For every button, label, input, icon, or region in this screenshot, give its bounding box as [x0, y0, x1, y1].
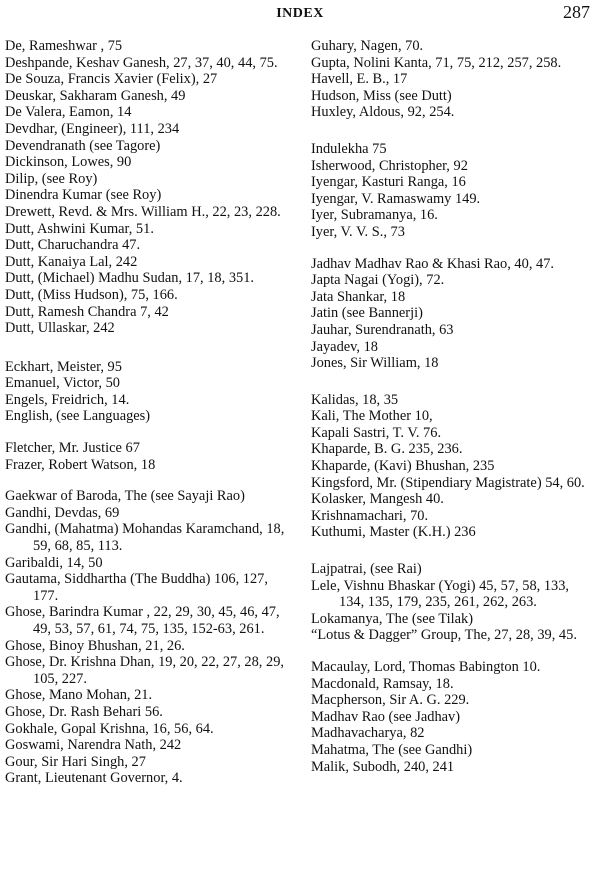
index-entry: Iyer, Subramanya, 16.: [311, 207, 438, 224]
index-entry: Isherwood, Christopher, 92: [311, 157, 468, 174]
index-column-right: [311, 38, 595, 775]
index-entry: Gautama, Siddhartha (The Buddha) 106, 127, 177.: [5, 571, 268, 604]
index-entry: Ghose, Dr. Rash Behari 56.: [5, 703, 163, 720]
index-entry: Khaparde, B. G. 235, 236.: [311, 441, 463, 458]
index-entry: Frazer, Robert Watson, 18: [5, 456, 156, 473]
index-entry: Deuskar, Sakharam Ganesh, 49: [5, 87, 186, 104]
running-header: INDEX: [276, 6, 324, 21]
index-entry: Ghose, Dr. Krishna Dhan, 19, 20, 22, 27, 28, 29, 105, 227.: [5, 654, 284, 687]
index-entry: Dutt, (Michael) Madhu Sudan, 17, 18, 351.: [5, 270, 255, 287]
index-entry: Gandhi, (Mahatma) Mohandas Karamchand, 18, 59, 68, 85, 113.: [5, 521, 285, 555]
index-entry: Devdhar, (Engineer), 111, 234: [5, 120, 180, 137]
index-column-left: [5, 38, 293, 787]
index-entry: Japta Nagai (Yogi), 72.: [311, 272, 445, 289]
index-entry: Dilip, (see Roy): [5, 170, 98, 187]
index-entry: De Souza, Francis Xavier (Felix), 27: [5, 71, 218, 88]
index-entry: Kingsford, Mr. (Stipendiary Magistrate) 54, 60.: [311, 474, 585, 491]
index-entry: Lajpatrai, (see Rai): [311, 561, 422, 578]
index-entry: Malik, Subodh, 240, 241: [311, 758, 455, 775]
index-entry: Jadhav Madhav Rao & Khasi Rao, 40, 47.: [311, 255, 555, 272]
index-entry: Jatin (see Bannerji): [311, 305, 423, 322]
index-entry: Lokamanya, The (see Tilak): [311, 610, 473, 627]
index-entry: Gandhi, Devdas, 69: [5, 504, 120, 521]
index-entry: Gour, Sir Hari Singh, 27: [5, 753, 146, 770]
index-entry: Macaulay, Lord, Thomas Babington 10.: [311, 659, 541, 675]
index-entry: Kapali Sastri, T. V. 76.: [311, 424, 442, 441]
index-entry: Eckhart, Meister, 95: [5, 358, 122, 375]
index-entry: Lele, Vishnu Bhaskar (Yogi) 45, 57, 58, 133, 134, 135, 179, 235, 261, 262, 263.: [311, 577, 570, 611]
index-entry: Iyengar, Kasturi Ranga, 16: [311, 174, 466, 191]
index-entry: Macdonald, Ramsay, 18.: [311, 675, 454, 692]
index-entry: Jayadev, 18: [311, 338, 378, 355]
index-entry: Jones, Sir William, 18: [311, 355, 439, 372]
index-entry: Dickinson, Lowes, 90: [5, 154, 132, 171]
index-entry: Dutt, (Miss Hudson), 75, 166.: [5, 286, 178, 303]
index-entry: Devendranath (see Tagore): [5, 137, 161, 154]
index-entry: Kolasker, Mangesh 40.: [311, 491, 444, 508]
index-entry: Iyer, V. V. S., 73: [311, 223, 405, 240]
index-entry: Dinendra Kumar (see Roy): [5, 187, 162, 204]
index-entry: English, (see Languages): [5, 408, 151, 425]
index-entry: Dutt, Ramesh Chandra 7, 42: [5, 303, 169, 320]
index-entry: Goswami, Narendra Nath, 242: [5, 737, 182, 754]
index-entry: De, Rameshwar , 75: [5, 38, 123, 54]
index-entry: Garibaldi, 14, 50: [5, 554, 103, 571]
index-entry: Ghose, Barindra Kumar , 22, 29, 30, 45, 46, 47, 49, 53, 57, 61, 74, 75, 135, 152-63, 261.: [5, 604, 280, 637]
index-entry: Gupta, Nolini Kanta, 71, 75, 212, 257, 258.: [311, 54, 562, 71]
index-entry: Indulekha 75: [311, 140, 387, 157]
index-entry: Khaparde, (Kavi) Bhushan, 235: [311, 458, 495, 475]
index-entry: Ghose, Binoy Bhushan, 21, 26.: [5, 637, 185, 654]
index-entry: Dutt, Ashwini Kumar, 51.: [5, 220, 154, 237]
index-entry: Mahatma, The (see Gandhi): [311, 741, 473, 758]
index-entry: Jata Shankar, 18: [311, 288, 406, 305]
index-entry: Madhav Rao (see Jadhav): [311, 708, 461, 725]
index-entry: Havell, E. B., 17: [311, 71, 408, 88]
index-entry: Guhary, Nagen, 70.: [311, 38, 424, 54]
index-entry: Hudson, Miss (see Dutt): [311, 87, 452, 104]
index-entry: Dutt, Charuchandra 47.: [5, 237, 141, 254]
index-entry: Grant, Lieutenant Governor, 4.: [5, 770, 183, 787]
index-entry: Krishnamachari, 70.: [311, 507, 429, 524]
index-entry: Deshpande, Keshav Ganesh, 27, 37, 40, 44, 75.: [5, 54, 278, 71]
index-entry: Kuthumi, Master (K.H.) 236: [311, 524, 476, 541]
index-entry: Gaekwar of Baroda, The (see Sayaji Rao): [5, 488, 245, 505]
index-entry: Kalidas, 18, 35: [311, 391, 399, 408]
page-number: 287: [563, 2, 590, 22]
index-entry: Iyengar, V. Ramaswamy 149.: [311, 190, 481, 207]
index-entry: Jauhar, Surendranath, 63: [311, 321, 454, 338]
index-entry: Fletcher, Mr. Justice 67: [5, 440, 140, 457]
index-entry: Macpherson, Sir A. G. 229.: [311, 692, 470, 709]
index-entry: Kali, The Mother 10,: [311, 408, 433, 425]
index-entry: De Valera, Eamon, 14: [5, 104, 132, 121]
index-entry: Dutt, Kanaiya Lal, 242: [5, 253, 138, 270]
index-entry: Madhavacharya, 82: [311, 725, 425, 742]
index-entry: Dutt, Ullaskar, 242: [5, 320, 115, 337]
index-entry: Gokhale, Gopal Krishna, 16, 56, 64.: [5, 720, 214, 737]
index-entry: Engels, Freidrich, 14.: [5, 391, 130, 408]
index-entry: Ghose, Mano Mohan, 21.: [5, 687, 153, 704]
index-entry: Huxley, Aldous, 92, 254.: [311, 104, 455, 121]
index-entry: Drewett, Revd. & Mrs. William H., 22, 23, 228.: [5, 203, 281, 220]
index-entry: Emanuel, Victor, 50: [5, 375, 120, 392]
index-entry: “Lotus & Dagger” Group, The, 27, 28, 39, 45.: [311, 627, 577, 644]
